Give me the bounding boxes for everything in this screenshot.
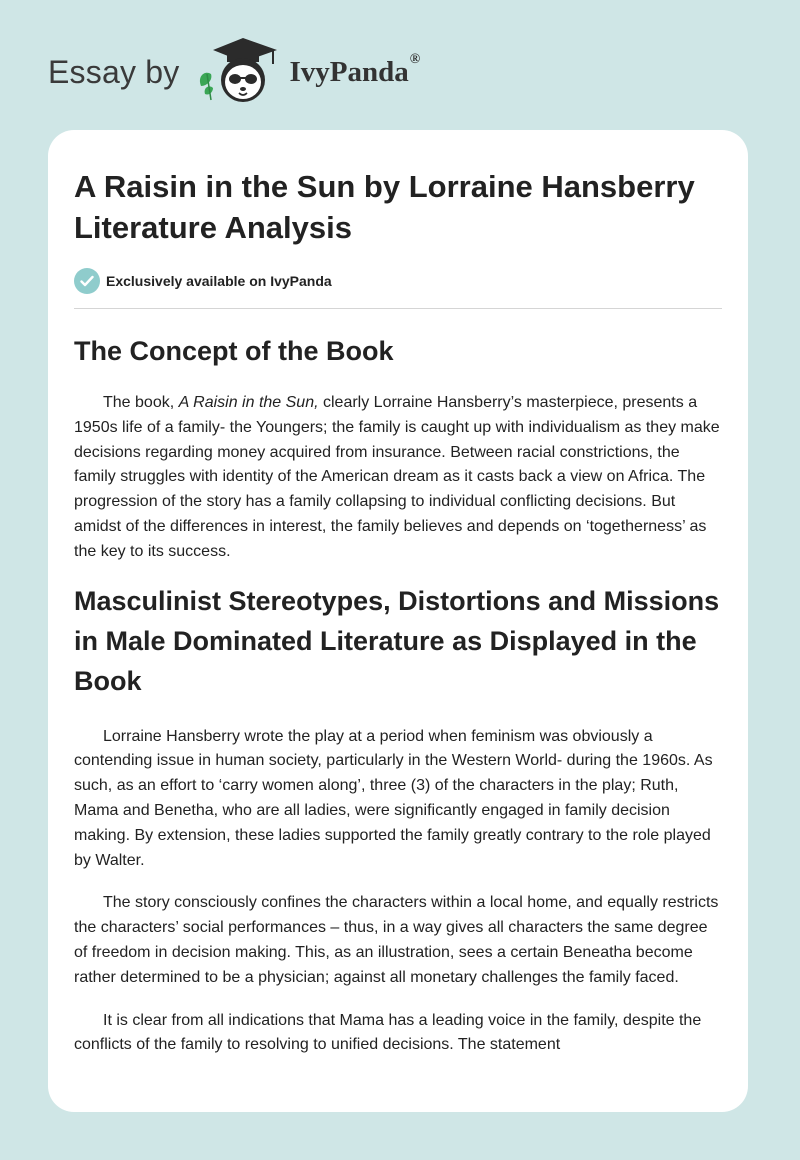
body-paragraph: Lorraine Hansberry wrote the play at a period when feminism was obviously a contending issue in human society, particularly in the Western World- during the 1960s. As such, as an effort to ‘carry women along’, three (3) of the characters in the play; Ruth, Mama and Benetha, who are all ladies, were significantly engaged in family decision making. By extension, these ladies supported the family greatly contrary to the role played by Walter.: [74, 727, 713, 869]
exclusive-badge: [74, 268, 722, 309]
site-header: [48, 36, 508, 108]
section-heading: The Concept of the Book: [74, 336, 394, 366]
badge-label: Exclusively available on IvyPanda: [106, 273, 332, 289]
ivypanda-logo[interactable]: [193, 34, 420, 111]
essay-by-label: Essay by: [48, 53, 180, 90]
section-heading: Masculinist Stereotypes, Distortions and Missions in Male Dominated Literature as Displayed in the Book: [74, 585, 720, 696]
brand-name: IvyPanda®: [289, 51, 421, 88]
panda-logo-icon: [193, 34, 285, 111]
check-icon: [74, 268, 100, 294]
essay-title: A Raisin in the Sun by Lorraine Hansberry Literature Analysis: [74, 169, 695, 245]
essay-card: [48, 130, 748, 1112]
body-paragraph: The book, A Raisin in the Sun, clearly Lorraine Hansberry’s masterpiece, presents a 1950s life of a family- the Youngers; the family is caught up with individualism as they make decisions regarding money acquired from insurance. Between racial constrictions, the family struggles with identity of the American dream as it casts back a view on Africa. The progression of the story has a family collapsing to individual conflicting decisions. But amidst of the differences in interest, the family believes and depends on ‘togetherness’ as the key to its success.: [74, 394, 720, 560]
body-paragraph: The story consciously confines the characters within a local home, and equally restricts the characters’ social performances – thus, in a way gives all characters the same degree of freedom in decision making. This, as an illustration, sees a certain Beneatha become rather determined to be a physician; against all monetary challenges the family faced.: [74, 894, 719, 986]
body-paragraph: It is clear from all indications that Mama has a leading voice in the family, despite the conflicts of the family to resolving to unified decisions. The statement: [74, 1011, 702, 1054]
book-title-italic: A Raisin in the Sun,: [178, 394, 319, 411]
